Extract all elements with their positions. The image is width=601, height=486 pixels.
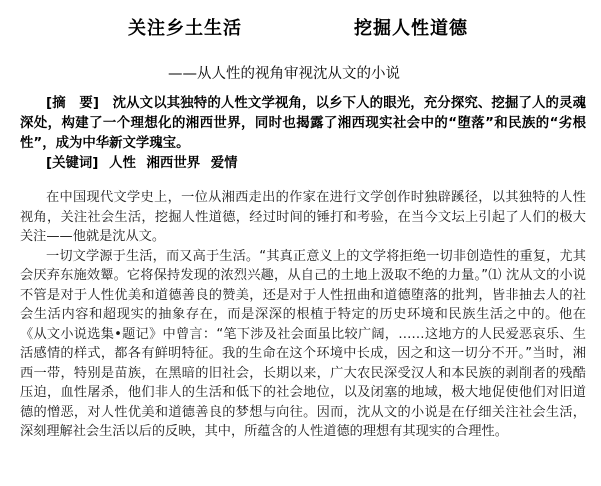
keywords-line bbox=[46, 152, 244, 171]
keyword: 爱情 bbox=[210, 156, 238, 171]
document-subtitle: ——从人性的视角审视沈从文的小说 bbox=[168, 66, 400, 82]
keyword: 湘西世界 bbox=[146, 156, 201, 171]
title-part-left: 关注乡土生活 bbox=[128, 18, 242, 39]
body-paragraph: 在中国现代文学史上，一位从湘西走出的作家在进行文学创作时独辟蹊径，以其独特的人性视角，关注社会生活，挖掘人性道德，经过时间的锤打和考验，在当今文坛上引起了人们的极大关注——他就是沈从文。 bbox=[20, 190, 586, 244]
keywords-label: [关键词] bbox=[46, 156, 99, 171]
body-section bbox=[20, 188, 586, 442]
title-part-right: 挖掘人性道德 bbox=[354, 18, 468, 39]
abstract-section bbox=[20, 94, 586, 154]
keyword: 人性 bbox=[109, 156, 136, 171]
abstract-text: [摘 要] 沈从文以其独特的人性文学视角，以乡下人的眼光，充分探究、挖掘了人的灵魂深处，构建了一个理想化的湘西世界，同时也揭露了湘西现实社会中的“堕落”和民族的“劣根性”，成为中华新文学瑰宝。 bbox=[20, 96, 586, 151]
body-paragraph: 一切文学源于生活，而又高于生活。“其真正意义上的文学将拒绝一切非创造性的重复，尤其会厌弃东施效颦。它将保持发现的浓烈兴趣，从自己的土地上汲取不绝的力量。”⑴ 沈从文的小说不管是对于人性优美和道德善良的赞美，还是对于人性扭曲和道德堕落的批判，皆非抽去人的社会生活内容和超现实的抽象存在，而是深深的根植于特定的历史环境和民族生活之中的。他在《从文小说选集•题记》中曾言：“笔下涉及社会面虽比较广阔，……这地方的人民爱恶哀乐、生活感情的样式，都各有鲜明特征。我的生命在这个环境中长成，因之和这一切分不开。”当时，湘西一带，特别是苗族，在黑暗的旧社会，长期以来，广大农民深受汉人和本民族的剥削者的残酷压迫，血性屠杀，他们非人的生活和低下的社会地位，以及闭塞的地域，极大地促使他们对旧道德的憎恶，对人性优美和道德善良的梦想与向往。因而，沈从文的小说是在仔细关注社会生活，深刻理解社会生活以后的反映，其中，所蕴含的人性道德的理想有其现实的合理性。 bbox=[20, 248, 586, 439]
